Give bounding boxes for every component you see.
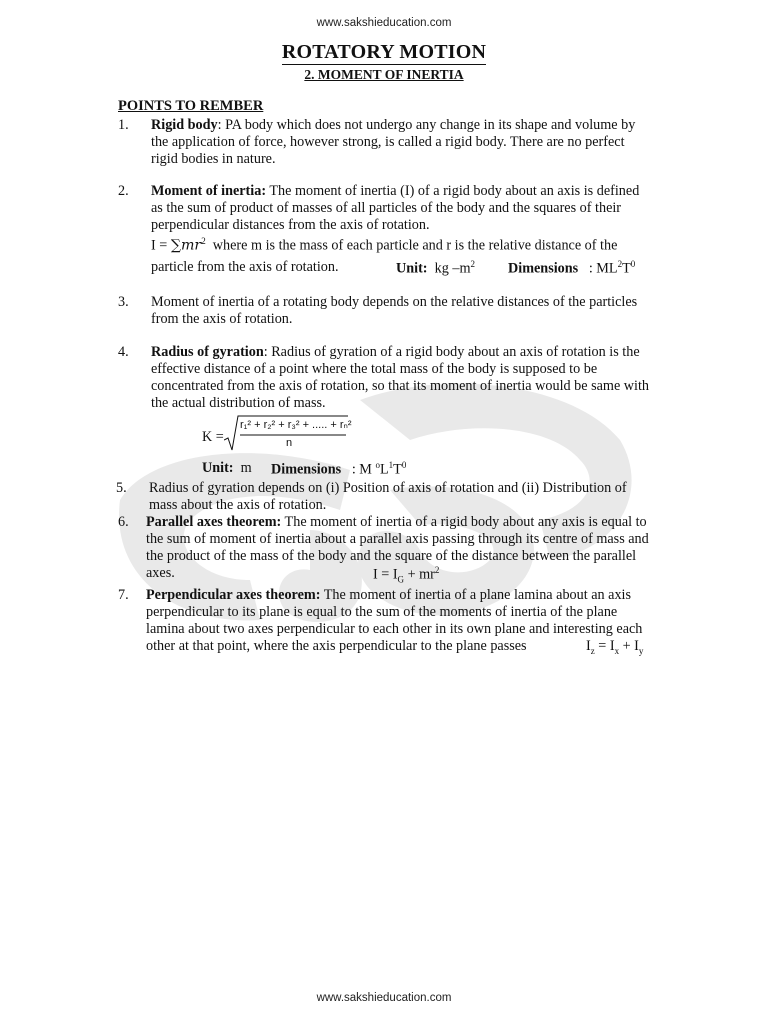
formula-sup: 2 — [434, 565, 440, 575]
line: from the axis of rotation. — [151, 311, 293, 327]
item-number: 4. — [118, 344, 129, 360]
term: Parallel axes theorem: — [146, 514, 282, 530]
moment-formula-line — [151, 236, 617, 255]
moment-unit — [396, 259, 475, 278]
dim-label: Dimensions — [271, 461, 342, 478]
formula-description: where m is the mass of each particle and r is the relative distance of the — [212, 237, 618, 254]
term: Moment of inertia: — [151, 183, 267, 199]
moment-dimensions — [508, 259, 635, 278]
item-number: 5. — [116, 480, 127, 496]
gyration-numerator: r₁² + r₂² + r₃² + ..... + rₙ² — [240, 419, 352, 431]
line: : Radius of gyration of a rigid body about an axis of rotation is the — [263, 344, 640, 360]
term: Perpendicular axes theorem: — [146, 587, 321, 603]
dim-t: T — [622, 260, 631, 277]
term: Radius of gyration — [151, 344, 264, 360]
line: lamina about two axes perpendicular to each other in its own plane and interesting each — [146, 621, 643, 637]
line: the product of the mass of the body and the square of the distance between the parallel — [146, 548, 637, 564]
dim-value: : M — [351, 461, 372, 478]
formula-sub: G — [397, 574, 405, 585]
dim-t: T — [393, 461, 402, 478]
line: other at that point, where the axis perpendicular to the plane passes — [146, 638, 527, 654]
formula: ∑mr — [170, 237, 202, 254]
formula-part: I = I — [373, 566, 398, 583]
line: the actual distribution of mass. — [151, 395, 326, 411]
dim-sup: o — [375, 460, 380, 470]
item-number: 2. — [118, 183, 129, 199]
dim-l: L — [379, 461, 389, 478]
line: Radius of gyration depends on (i) Position of axis of rotation and (ii) Distribution of — [149, 480, 627, 496]
unit-sup: 2 — [470, 259, 475, 269]
page-title: ROTATORY MOTION — [281, 41, 487, 63]
line: concentrated from the axis of rotation, so that its moment of inertia would be same with — [151, 378, 650, 394]
line: rigid bodies in nature. — [151, 151, 276, 167]
item-body — [151, 183, 651, 234]
dim-sup: 1 — [388, 460, 394, 470]
formula-part: + I — [619, 638, 639, 654]
item-body — [151, 294, 651, 328]
item-number: 7. — [118, 587, 129, 603]
formula-sub: y — [638, 645, 644, 656]
unit-label: Unit: — [202, 460, 234, 476]
formula-part: I — [586, 638, 591, 654]
line: the sum of moment of inertia about a parallel axis passing through its centre of mass and — [146, 531, 649, 547]
formula-sup: 2 — [201, 236, 206, 246]
header-url: www.sakshieducation.com — [316, 17, 452, 29]
gyration-dimensions — [271, 460, 406, 479]
line: The moment of inertia of a rigid body about any axis is equal to — [281, 514, 647, 530]
unit-label: Unit: — [396, 260, 428, 277]
term: Rigid body — [151, 117, 218, 133]
line: as the sum of product of masses of all particles of the body and the squares of their — [151, 200, 622, 216]
line: perpendicular distances from the axis of rotation. — [151, 217, 430, 233]
item-number: 3. — [118, 294, 129, 310]
item-number: 1. — [118, 117, 129, 133]
gyration-unit — [202, 460, 252, 477]
parallel-axes-formula — [373, 565, 439, 585]
section-heading: POINTS TO REMBER — [118, 98, 264, 114]
formula-part: + mr — [404, 566, 435, 583]
dim-sup: 2 — [617, 259, 623, 269]
formula-sub: x — [614, 645, 620, 656]
item-body — [151, 117, 651, 168]
item-body — [146, 587, 656, 655]
perpendicular-axes-formula — [586, 638, 643, 656]
moment-unit-line — [151, 259, 339, 276]
line: effective distance of a point where the total mass of the body is supposed to be — [151, 361, 598, 377]
item-body — [149, 480, 649, 514]
formula-sub: z — [590, 645, 595, 656]
item-number: 6. — [118, 514, 129, 530]
line: particle from the axis of rotation. — [151, 259, 339, 275]
page-subtitle: 2. MOMENT OF INERTIA — [304, 67, 464, 82]
line: axes. — [146, 565, 175, 581]
formula-part: = I — [594, 638, 615, 654]
unit-value: m — [240, 460, 252, 476]
line: mass about the axis of rotation. — [149, 497, 327, 513]
dim-label: Dimensions — [508, 260, 579, 277]
dim-sup: 0 — [401, 460, 407, 470]
formula-prefix: I = — [151, 237, 171, 254]
dim-value: : ML — [588, 260, 618, 277]
line: The moment of inertia of a plane lamina about an axis — [320, 587, 632, 603]
line: Moment of inertia of a rotating body depends on the relative distances of the particles — [151, 294, 638, 310]
dim-sup: 0 — [630, 259, 636, 269]
gyration-denominator: n — [286, 437, 293, 449]
item-body — [151, 344, 651, 412]
line: the application of force, however strong, is called a rigid body. There are no perfect — [151, 134, 625, 150]
k-label: K = — [202, 429, 224, 445]
line: The moment of inertia (I) of a rigid body about an axis is defined — [266, 183, 640, 199]
line: : PA body which does not undergo any change in its shape and volume by — [217, 117, 636, 133]
footer-url: www.sakshieducation.com — [316, 992, 452, 1004]
unit-value: kg –m — [434, 260, 471, 277]
line: perpendicular to its plane is equal to the sum of the moments of inertia of the plane — [146, 604, 618, 620]
